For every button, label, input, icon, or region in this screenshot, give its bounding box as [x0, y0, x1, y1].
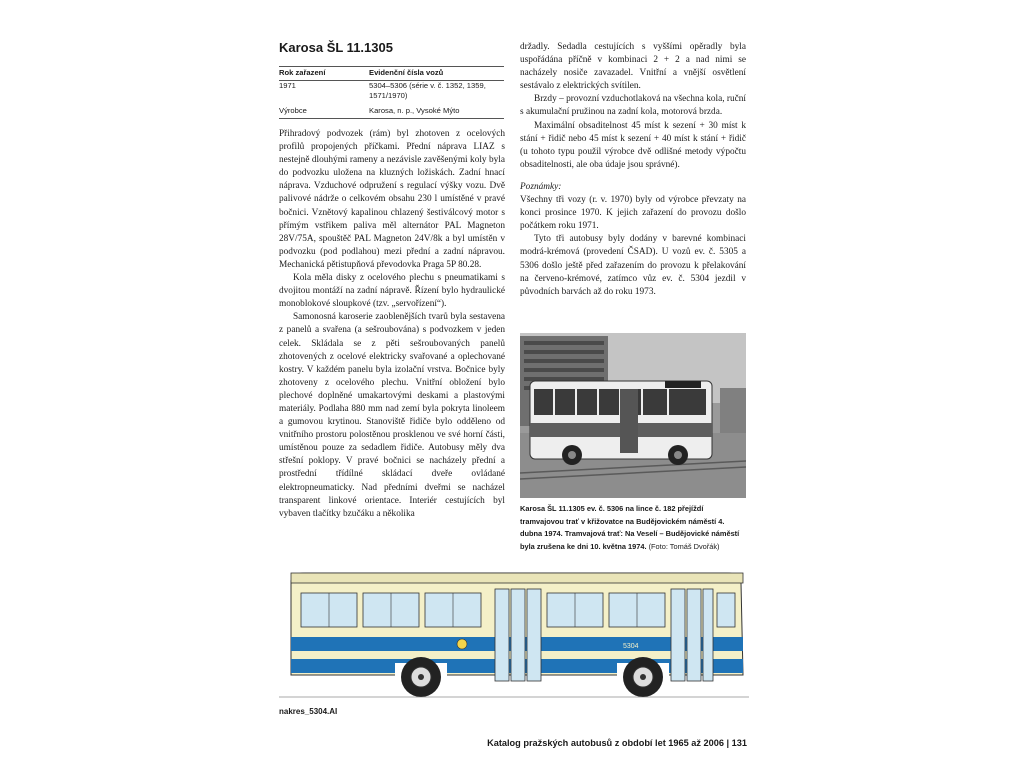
info-row-year [279, 81, 504, 92]
info-row-maker [279, 106, 504, 120]
info-numbers-2: 1571/1970) [369, 91, 408, 100]
info-header-numbers: Evidenční čísla vozů [369, 68, 444, 77]
info-year: 1971 [279, 80, 296, 90]
paragraph-brakes: Brzdy – provozní vzduchotlaková na všechna kola, ruční s akumulační pružinou na zadní kola, motorová brzda. [520, 94, 746, 118]
paragraph-note-1: Všechny tři vozy (r. v. 1970) byly od výrobce převzaty na konci prosince 1970. K jejich zařazení do provozu došlo počátkem roku 1971. [520, 195, 746, 232]
paragraph-interior: držadly. Sedadla cestujících s vyššími opěradly byla uspořádána příčně v kombinaci 2 + 2 a nad nimi se nacházely nosiče zavazadel. Vnitřní a vnější osvětlení sestávalo z elektrických svítilen. [520, 42, 746, 92]
photo-caption [520, 503, 746, 553]
caption-text: Karosa ŠL 11.1305 ev. č. 5306 na lince č. 182 přejíždí tramvajovou trať v křižovatce na Budějovickém náměstí 4. dubna 1974. Tramvajová trať: Na Veselí – Budějovické náměstí byla zrušena ke dni 10. května 1974. [520, 504, 740, 551]
page-title: Karosa ŠL 11.1305 [279, 40, 393, 55]
info-table [279, 66, 504, 119]
caption-credit: (Foto: Tomáš Dvořák) [646, 541, 720, 551]
right-column [520, 41, 746, 299]
info-header-year: Rok zařazení [279, 68, 326, 77]
paragraph-wheels: Kola měla disky z ocelového plechu s pneumatikami s dvojitou montáží na zadní nápravě. Řízení bylo hydraulické monoblokové sloupkové (tzv. „servořízení“). [279, 273, 505, 310]
page-footer: Katalog pražských autobusů z období let 1965 až 2006 | 131 [487, 738, 747, 748]
bus-side-drawing [279, 567, 749, 699]
drawing-filename: nakres_5304.AI [279, 707, 338, 716]
info-numbers-1: 5304–5306 (série v. č. 1352, 1359, [369, 80, 486, 90]
paragraph-capacity: Maximální obsaditelnost 45 míst k sezení + 30 míst k stání + řidič nebo 45 míst k sezení + 40 míst k stání + řidič (u tohoto typu použil výrobce dvě odlišné metody výpočtu obsaditelnosti, ale oba údaje jsou správné). [520, 120, 746, 170]
info-maker-label: Výrobce [279, 105, 307, 115]
info-maker-value: Karosa, n. p., Vysoké Mýto [369, 105, 460, 115]
paragraph-note-2: Tyto tři autobusy byly dodány v barevné kombinaci modrá-krémová (provedení ČSAD). U vozů ev. č. 5305 a 5306 došlo ještě před zařazením do provozu k přelakování na červeno-krémové, zatímco vůz ev. č. 5304 jezdil v původních barvách až do roku 1973. [520, 234, 746, 297]
paragraph-chassis: Přihradový podvozek (rám) byl zhotoven z ocelových profilů propojených příčkami. Přední náprava LIAZ s nestejně dlouhými rameny a nezávisle zavěšenými koly byla do podvozku uložena na kluzných ložiskách. Zadní hnací náprava. Vzduchové odpružení s regulací výšky vozu. Dvě palivové nádrže o celkovém obsahu 230 l umístěné v pravé bočnici. Vznětový kapalinou chlazený šestiválcový motor s přímým vstřikem paliva měl alternátor PAL Magneton 28V/75A, spouštěč PAL Magneton 24V/8k a byl umístěn v podvozku (pod podlahou) mezi přední a zadní nápravou. Mechanická pětistupňová převodovka Praga 5P 80.28. [279, 129, 505, 270]
info-table-header [279, 66, 504, 81]
paragraph-body: Samonosná karoserie zaoblenějších tvarů byla sestavena z panelů a svařena (a sešroubována) s podvozkem v jeden celek. Skládala se z pěti sešroubovaných panelů zhotovených z ocelové elektricky svařované a oplechované kostry. V každém panelu byla izolační vrstva. Bočnice byly zhotoveny z ocelového plechu. Vnitřní obložení bylo plechové doplněné umakartovými deskami a plastovými materiály. Podlaha 880 mm nad zemí byla pokryta linoleem a gumovou krytinou. Stanoviště řidiče bylo odděleno od vnitřního prostoru polostěnou prosklenou ve své horní části, umístěnou pouze za sedadlem řidiče. Autobusy měly dva střešní poklopy. V pravé bočnici se nacházely přední a prostřední třídílné skládací dveře ovládané elektropneumaticky. Nad předními dveřmi se nacházel transparent linkové orientace. Interiér cestujících byl vybaven tlačítky bzučáku a několika [279, 312, 505, 519]
drawing-fleet-number: 5304 [623, 643, 639, 650]
info-row-numbers-cont [279, 91, 504, 102]
left-column [279, 128, 505, 521]
bus-photo [520, 333, 746, 498]
notes-label: Poznámky: [520, 181, 562, 192]
